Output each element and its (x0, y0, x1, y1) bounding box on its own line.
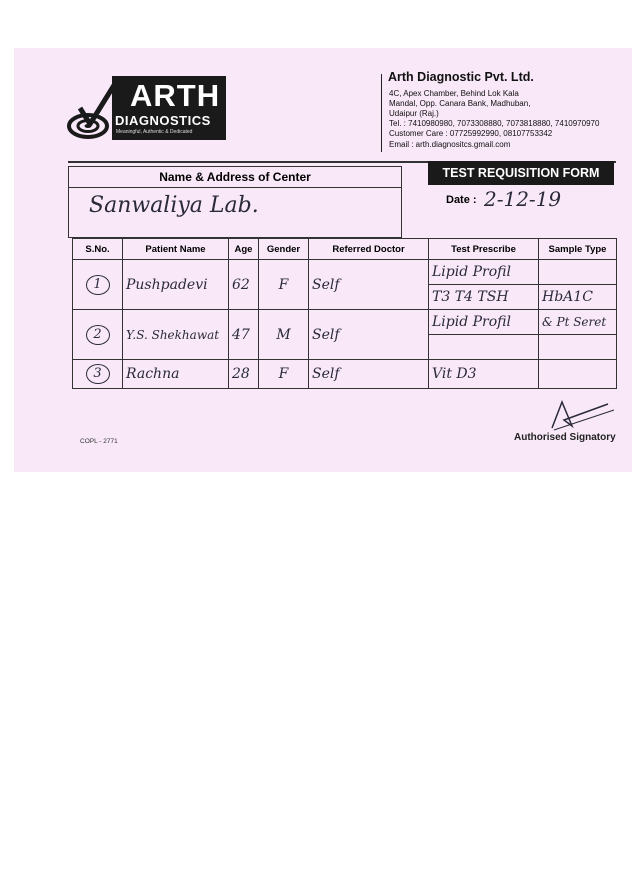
center-value[interactable]: Sanwaliya Lab. (89, 193, 259, 218)
patient-name[interactable]: Y.S. Shekhawat (123, 310, 229, 360)
table-row (73, 260, 617, 285)
company-tel: Tel. : 7410980980, 7073308880, 7073818880, 7410970970 (389, 119, 600, 128)
sample-type[interactable] (539, 360, 617, 389)
sno-circle: 1 (86, 275, 110, 295)
referred-doctor[interactable]: Self (309, 310, 429, 360)
row-sno-cell (73, 310, 123, 360)
company-customer-care: Customer Care : 07725992990, 08107753342 (389, 129, 553, 138)
patient-gender[interactable]: F (259, 260, 309, 310)
test-prescribe[interactable] (429, 335, 539, 360)
patient-age[interactable]: 28 (229, 360, 259, 389)
table-row (73, 360, 617, 389)
header-sno: S.No. (73, 239, 123, 260)
logo-word: ARTH (130, 78, 221, 113)
header-sample-type: Sample Type (539, 239, 617, 260)
patient-gender[interactable]: M (259, 310, 309, 360)
header-referred-doctor: Referred Doctor (309, 239, 429, 260)
header-age: Age (229, 239, 259, 260)
test-prescribe[interactable]: Lipid Profil (429, 310, 539, 335)
logo-sub: DIAGNOSTICS (115, 113, 211, 128)
header-patient-name: Patient Name (123, 239, 229, 260)
signature-mark (544, 398, 624, 432)
row-sno-cell (73, 260, 123, 310)
sample-type[interactable] (539, 335, 617, 360)
sample-type[interactable] (539, 260, 617, 285)
company-email: Email : arth.diagnositcs.gmail.com (389, 140, 511, 149)
date-value[interactable]: 2-12-19 (484, 187, 562, 211)
date-label: Date : (446, 194, 477, 206)
sample-type[interactable]: HbA1C (539, 285, 617, 310)
requisition-form (14, 48, 632, 472)
test-prescribe[interactable]: Lipid Profil (429, 260, 539, 285)
patient-gender[interactable]: F (259, 360, 309, 389)
sno-circle: 3 (86, 364, 110, 384)
test-prescribe[interactable]: T3 T4 TSH (429, 285, 539, 310)
header-gender: Gender (259, 239, 309, 260)
company-logo (112, 76, 226, 140)
company-name: Arth Diagnostic Pvt. Ltd. (388, 70, 534, 84)
header-divider (381, 74, 382, 152)
authorised-signatory-label: Authorised Signatory (514, 432, 616, 443)
referred-doctor[interactable]: Self (309, 360, 429, 389)
test-prescribe[interactable]: Vit D3 (429, 360, 539, 389)
patient-age[interactable]: 47 (229, 310, 259, 360)
address-line: Udaipur (Raj.) (389, 109, 439, 118)
header-test-prescribe: Test Prescribe (429, 239, 539, 260)
patient-name[interactable]: Rachna (123, 360, 229, 389)
patient-age[interactable]: 62 (229, 260, 259, 310)
table-row (73, 310, 617, 335)
sno-circle: 2 (86, 325, 110, 345)
referred-doctor[interactable]: Self (309, 260, 429, 310)
center-title: Name & Address of Center (69, 167, 401, 188)
sample-type[interactable]: & Pt Seret (539, 310, 617, 335)
logo-tagline: Meaningful, Authentic & Dedicated (116, 129, 193, 135)
patient-name[interactable]: Pushpadevi (123, 260, 229, 310)
address-line: Mandal, Opp. Canara Bank, Madhuban, (389, 99, 531, 108)
table-header-row (73, 239, 617, 260)
row-sno-cell (73, 360, 123, 389)
form-title: TEST REQUISITION FORM (428, 161, 614, 185)
center-box (68, 166, 402, 238)
form-code: COPL - 2771 (80, 438, 118, 445)
test-table (72, 238, 617, 389)
address-line: 4C, Apex Chamber, Behind Lok Kala (389, 89, 519, 98)
